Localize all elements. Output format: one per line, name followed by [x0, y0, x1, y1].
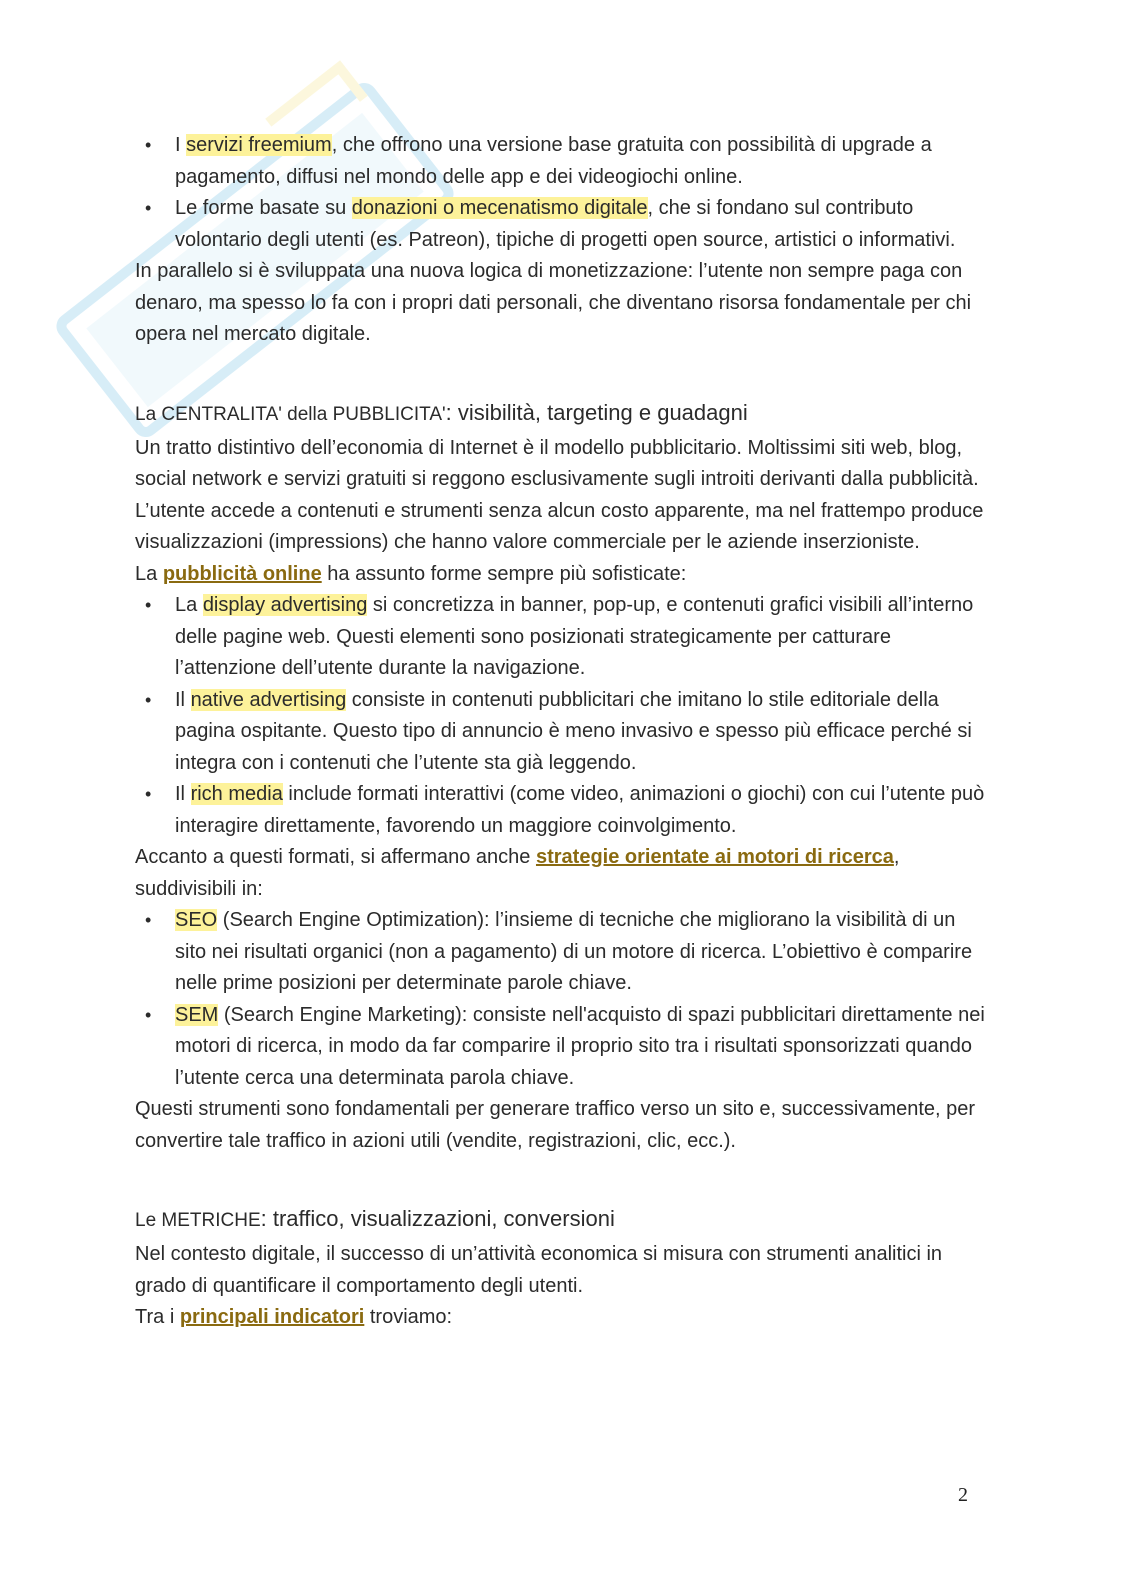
- highlight: SEO: [175, 909, 218, 931]
- link-pubblicita-online[interactable]: pubblicità online: [162, 562, 322, 585]
- list-item: • La display advertising si concretizza in banner, pop-up, e contenuti grafici visibili all’interno delle pagine web. Questi elementi sono posizionati strategicamente per catturare l’attenzione dell’utente durante la navigazione.: [135, 590, 985, 685]
- paragraph: Questi strumenti sono fondamentali per generare traffico verso un sito e, successivamente, per convertire tale traffico in azioni utili (vendite, registrazioni, clic, ecc.).: [135, 1098, 976, 1152]
- highlight: display advertising: [202, 594, 368, 616]
- list-item: • Il native advertising consiste in contenuti pubblicitari che imitano lo stile editoriale della pagina ospitante. Questo tipo di annuncio è meno invasivo e spesso più efficace perché si integra con i contenuti che l’utente sta già leggendo.: [135, 685, 985, 780]
- paragraph: Tra i principali indicatori troviamo:: [135, 1306, 453, 1328]
- paragraph: Un tratto distintivo dell’economia di Internet è il modello pubblicitario. Moltissimi siti web, blog, social network e servizi gratuiti si reggono esclusivamente sugli introiti derivanti dalla pubblicità. L’utente accede a contenuti e strumenti senza alcun costo apparente, ma nel frattempo produce visualizzazioni (impressions) che hanno valore commerciale per le aziende inserzioniste.: [135, 436, 984, 553]
- highlight: servizi freemium: [186, 134, 332, 156]
- document-page: [135, 130, 985, 1334]
- paragraph: La pubblicità online ha assunto forme sempre più sofisticate:: [135, 562, 687, 585]
- list-item: • I servizi freemium, che offrono una versione base gratuita con possibilità di upgrade a pagamento, diffusi nel mondo delle app e dei videogiochi online.: [135, 130, 985, 193]
- highlight: native advertising: [190, 688, 347, 711]
- intro-paragraph: In parallelo si è sviluppata una nuova logica di monetizzazione: l’utente non sempre paga con denaro, ma spesso lo fa con i propri dati personali, che diventano risorsa fondamentale per chi opera nel mercato digitale.: [135, 260, 972, 345]
- link-principali-indicatori[interactable]: principali indicatori: [179, 1306, 365, 1328]
- highlight: rich media: [190, 783, 283, 805]
- section-heading-metriche: Le METRICHE: traffico, visualizzazioni, conversioni: [135, 1206, 615, 1231]
- highlight: donazioni o mecenatismo digitale: [351, 197, 648, 219]
- paragraph: Accanto a questi formati, si affermano anche strategie orientate ai motori di ricerca, suddivisibili in:: [135, 846, 900, 900]
- highlight: SEM: [175, 1003, 219, 1026]
- intro-bullet-list: [135, 130, 985, 256]
- paragraph: Nel contesto digitale, il successo di un’attività economica si misura con strumenti analitici in grado di quantificare il comportamento degli utenti.: [135, 1243, 943, 1297]
- list-item: • Le forme basate su donazioni o mecenatismo digitale, che si fondano sul contributo volontario degli utenti (es. Patreon), tipiche di progetti open source, artistici o informativi.: [135, 193, 985, 256]
- section-heading-pubblicita: La CENTRALITA' della PUBBLICITA': visibilità, targeting e guadagni: [135, 399, 748, 425]
- link-strategie-motori-ricerca[interactable]: strategie orientate ai motori di ricerca: [535, 846, 894, 868]
- search-strategies-list: [135, 905, 985, 1094]
- page-number: 2: [958, 1484, 968, 1506]
- ad-formats-list: [135, 590, 985, 842]
- list-item: • SEM (Search Engine Marketing): consiste nell'acquisto di spazi pubblicitari direttamente nei motori di ricerca, in modo da far comparire il proprio sito tra i risultati sponsorizzati quando l’utente cerca una determinata parola chiave.: [135, 1000, 985, 1095]
- list-item: • SEO (Search Engine Optimization): l’insieme di tecniche che migliorano la visibilità di un sito nei risultati organici (non a pagamento) di un motore di ricerca. L’obiettivo è comparire nelle prime posizioni per determinate parole chiave.: [135, 905, 985, 1000]
- list-item: • Il rich media include formati interattivi (come video, animazioni o giochi) con cui l’utente può interagire direttamente, favorendo un maggiore coinvolgimento.: [135, 779, 985, 842]
